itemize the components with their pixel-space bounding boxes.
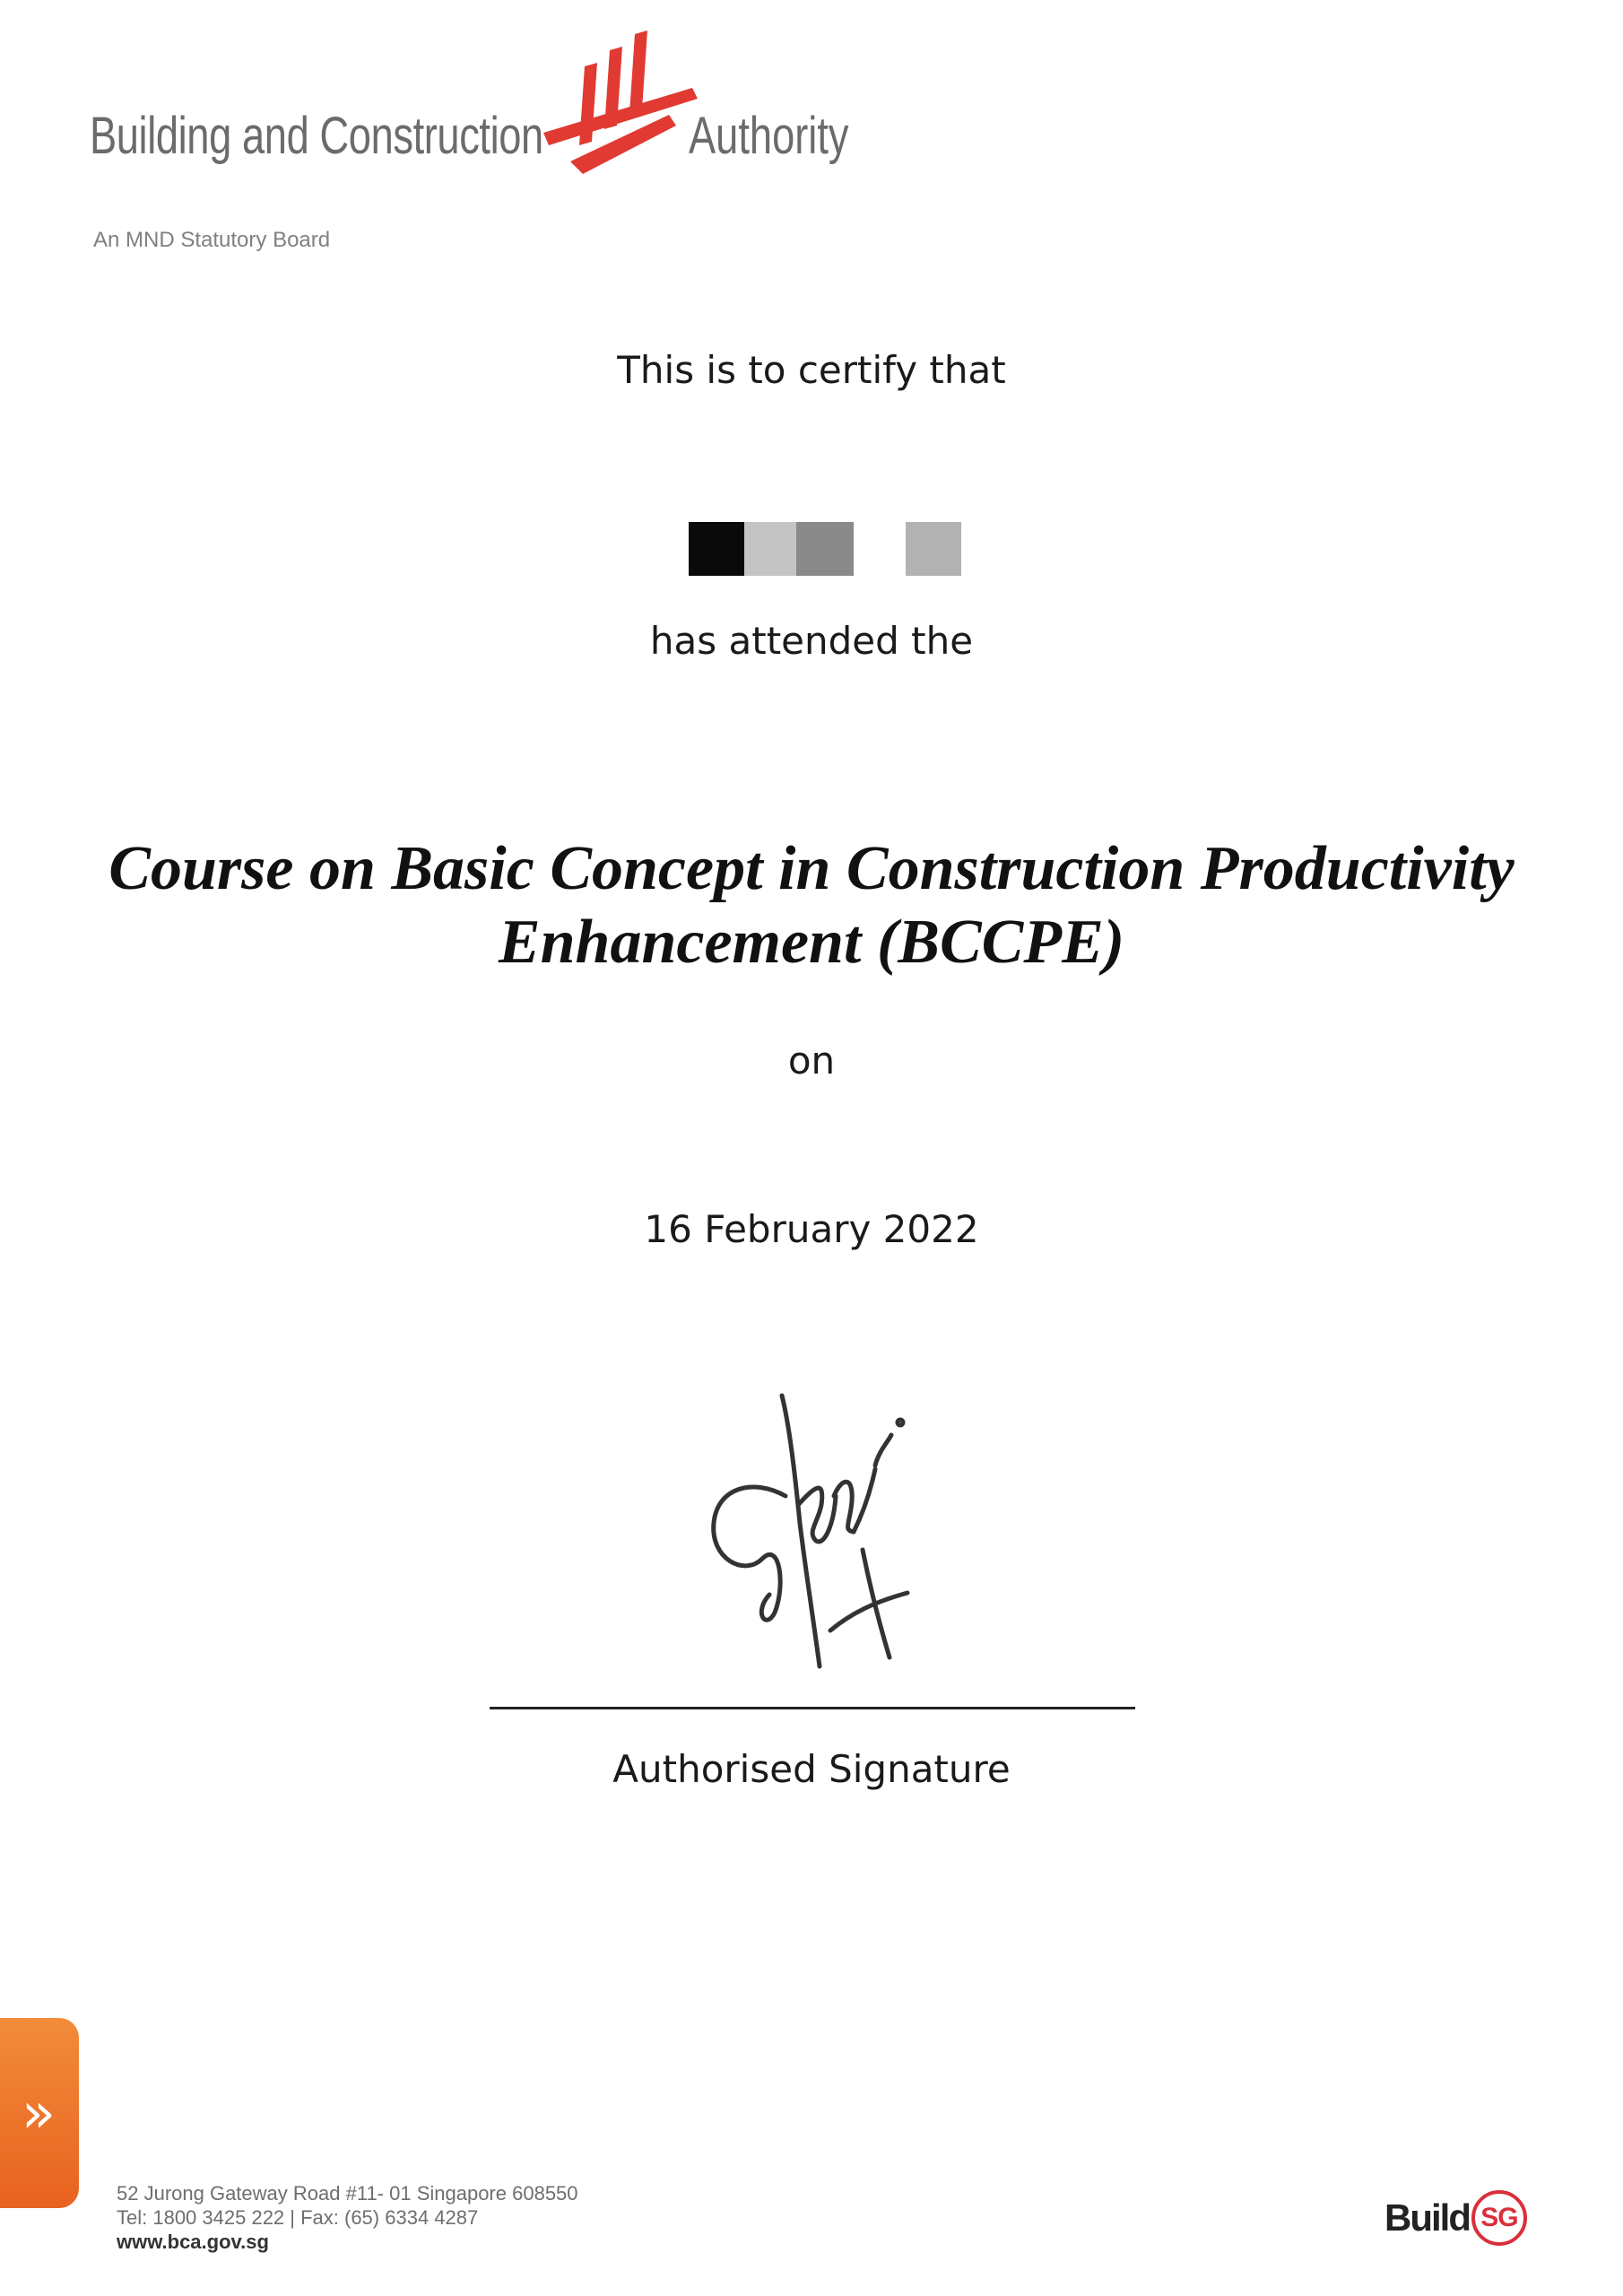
course-title-line-1: Course on Basic Concept in Construction Productivity (108, 834, 1515, 903)
course-title (72, 832, 1551, 979)
org-name-right: Authority (689, 107, 849, 165)
course-date: 16 February 2022 (644, 1207, 979, 1251)
bca-logo-mark-icon (534, 27, 698, 190)
footer-contact: Tel: 1800 3425 222 | Fax: (65) 6334 4287 (117, 2206, 479, 2229)
buildsg-badge: SG (1471, 2190, 1527, 2246)
tagline: An MND Statutory Board (93, 228, 331, 252)
footer-website: www.bca.gov.sg (117, 2231, 269, 2253)
signature-label: Authorised Signature (612, 1747, 1011, 1791)
buildsg-logo-text: Build (1384, 2196, 1470, 2239)
redacted-name (689, 522, 961, 576)
footer-contact-block (117, 2181, 578, 2254)
handwritten-signature (699, 1388, 915, 1684)
course-title-line-2: Enhancement (BCCPE) (498, 908, 1125, 977)
buildsg-logo (1384, 2190, 1527, 2246)
attended-text: has attended the (649, 619, 974, 663)
double-chevron-right-icon: » (22, 2080, 56, 2145)
org-name-left: Building and Construction (90, 107, 543, 165)
certify-intro: This is to certify that (617, 348, 1006, 392)
footer-address: 52 Jurong Gateway Road #11- 01 Singapore 608550 (117, 2182, 578, 2205)
on-text: on (787, 1039, 836, 1083)
side-tab-button[interactable] (0, 2018, 79, 2208)
signature-line (490, 1707, 1135, 1709)
